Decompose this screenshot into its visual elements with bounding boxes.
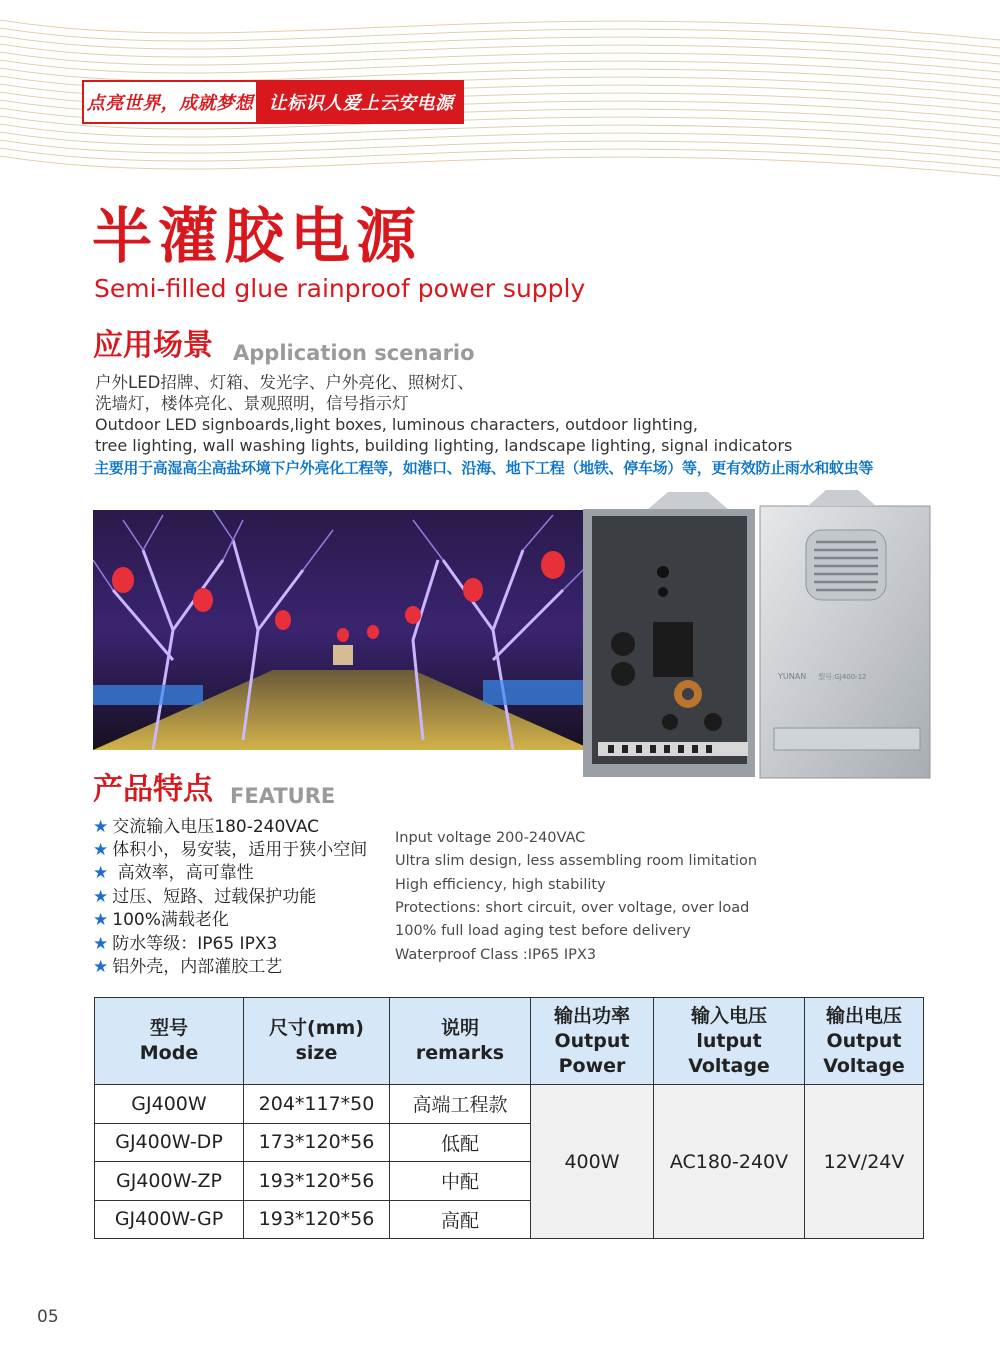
application-line: tree lighting, wall washing lights, building lighting, landscape lighting, signal indicators <box>95 436 793 455</box>
star-icon: ★ <box>93 910 109 930</box>
page-title-cn: 半灌胶电源 <box>92 202 422 272</box>
feature-item-en: Ultra slim design, less assembling room limitation <box>395 853 758 869</box>
device-brand-label: YUNAN <box>778 672 807 681</box>
cell-mode: GJ400W-DP <box>95 1123 244 1162</box>
slogan-left: 点亮世界，成就梦想 <box>82 80 258 124</box>
feature-item-cn: ★ 体积小，易安装，适用于狭小空间 <box>93 840 368 860</box>
feature-item-en: Waterproof Class :IP65 IPX3 <box>395 947 597 963</box>
application-line: 洗墙灯，楼体亮化、景观照明，信号指示灯 <box>95 394 409 413</box>
cell-output-power: 400W <box>531 1085 654 1239</box>
star-icon: ★ <box>93 863 109 883</box>
header-mode: 型号 Mode <box>95 998 244 1085</box>
cell-size: 193*120*56 <box>244 1200 390 1239</box>
street-lighting-photo <box>93 510 593 750</box>
cell-input-voltage: AC180-240V <box>654 1085 805 1239</box>
application-line: Outdoor LED signboards,light boxes, luminous characters, outdoor lighting, <box>95 415 698 434</box>
feature-item-cn: ★ 防水等级：IP65 IPX3 <box>93 934 278 954</box>
cell-size: 173*120*56 <box>244 1123 390 1162</box>
cell-output-voltage: 12V/24V <box>805 1085 924 1239</box>
header-remarks: 说明 remarks <box>390 998 531 1085</box>
cell-mode: GJ400W <box>95 1085 244 1124</box>
application-line: 户外LED招牌、灯箱、发光字、户外亮化、照树灯、 <box>95 373 474 392</box>
spec-table <box>94 997 924 1239</box>
cell-remarks: 中配 <box>390 1162 531 1201</box>
feature-item-cn: ★ 交流输入电压180-240VAC <box>93 817 320 837</box>
header-input-voltage: 输入电压 lutput Voltage <box>654 998 805 1085</box>
application-heading-cn: 应用场景 <box>93 328 213 363</box>
header-output-power: 输出功率 Output Power <box>531 998 654 1085</box>
feature-heading-en: FEATURE <box>230 784 336 808</box>
feature-item-en: 100% full load aging test before delivery <box>395 923 691 939</box>
cell-mode: GJ400W-ZP <box>95 1162 244 1201</box>
feature-item-en: High efficiency, high stability <box>395 877 606 893</box>
star-icon: ★ <box>93 957 109 977</box>
star-icon: ★ <box>93 887 109 907</box>
star-icon: ★ <box>93 934 109 954</box>
feature-heading-cn: 产品特点 <box>93 772 213 807</box>
feature-item-cn: ★ 100%满载老化 <box>93 910 229 930</box>
page-title-en: Semi-filled glue rainproof power supply <box>94 274 586 303</box>
header-size: 尺寸(mm) size <box>244 998 390 1085</box>
feature-item-cn: ★ 铝外壳，内部灌胶工艺 <box>93 957 283 977</box>
cell-size: 204*117*50 <box>244 1085 390 1124</box>
cell-mode: GJ400W-GP <box>95 1200 244 1239</box>
feature-item-en: Protections: short circuit, over voltage, over load <box>395 900 750 916</box>
slogan-right: 让标识人爱上云安电源 <box>258 80 464 124</box>
device-model-label: 型号:GJ400-12 <box>818 673 867 681</box>
cell-remarks: 高配 <box>390 1200 531 1239</box>
cell-remarks: 低配 <box>390 1123 531 1162</box>
power-supply-product-photo <box>578 484 938 784</box>
table-row <box>95 1085 924 1124</box>
header-output-voltage: 输出电压 Output Voltage <box>805 998 924 1085</box>
star-icon: ★ <box>93 817 109 837</box>
cell-size: 193*120*56 <box>244 1162 390 1201</box>
feature-item-en: Input voltage 200-240VAC <box>395 830 586 846</box>
star-icon: ★ <box>93 840 109 860</box>
feature-item-cn: ★ 高效率，高可靠性 <box>93 863 254 883</box>
cell-remarks: 高端工程款 <box>390 1085 531 1124</box>
application-highlight: 主要用于高湿高尘高盐环境下户外亮化工程等，如港口、沿海、地下工程（地铁、停车场）等，更有效防止雨水和蚊虫等 <box>94 459 874 477</box>
page-number: 05 <box>37 1307 59 1327</box>
application-heading-en: Application scenario <box>233 341 475 365</box>
feature-item-cn: ★ 过压、短路、过载保护功能 <box>93 887 317 907</box>
table-header-row <box>95 998 924 1085</box>
